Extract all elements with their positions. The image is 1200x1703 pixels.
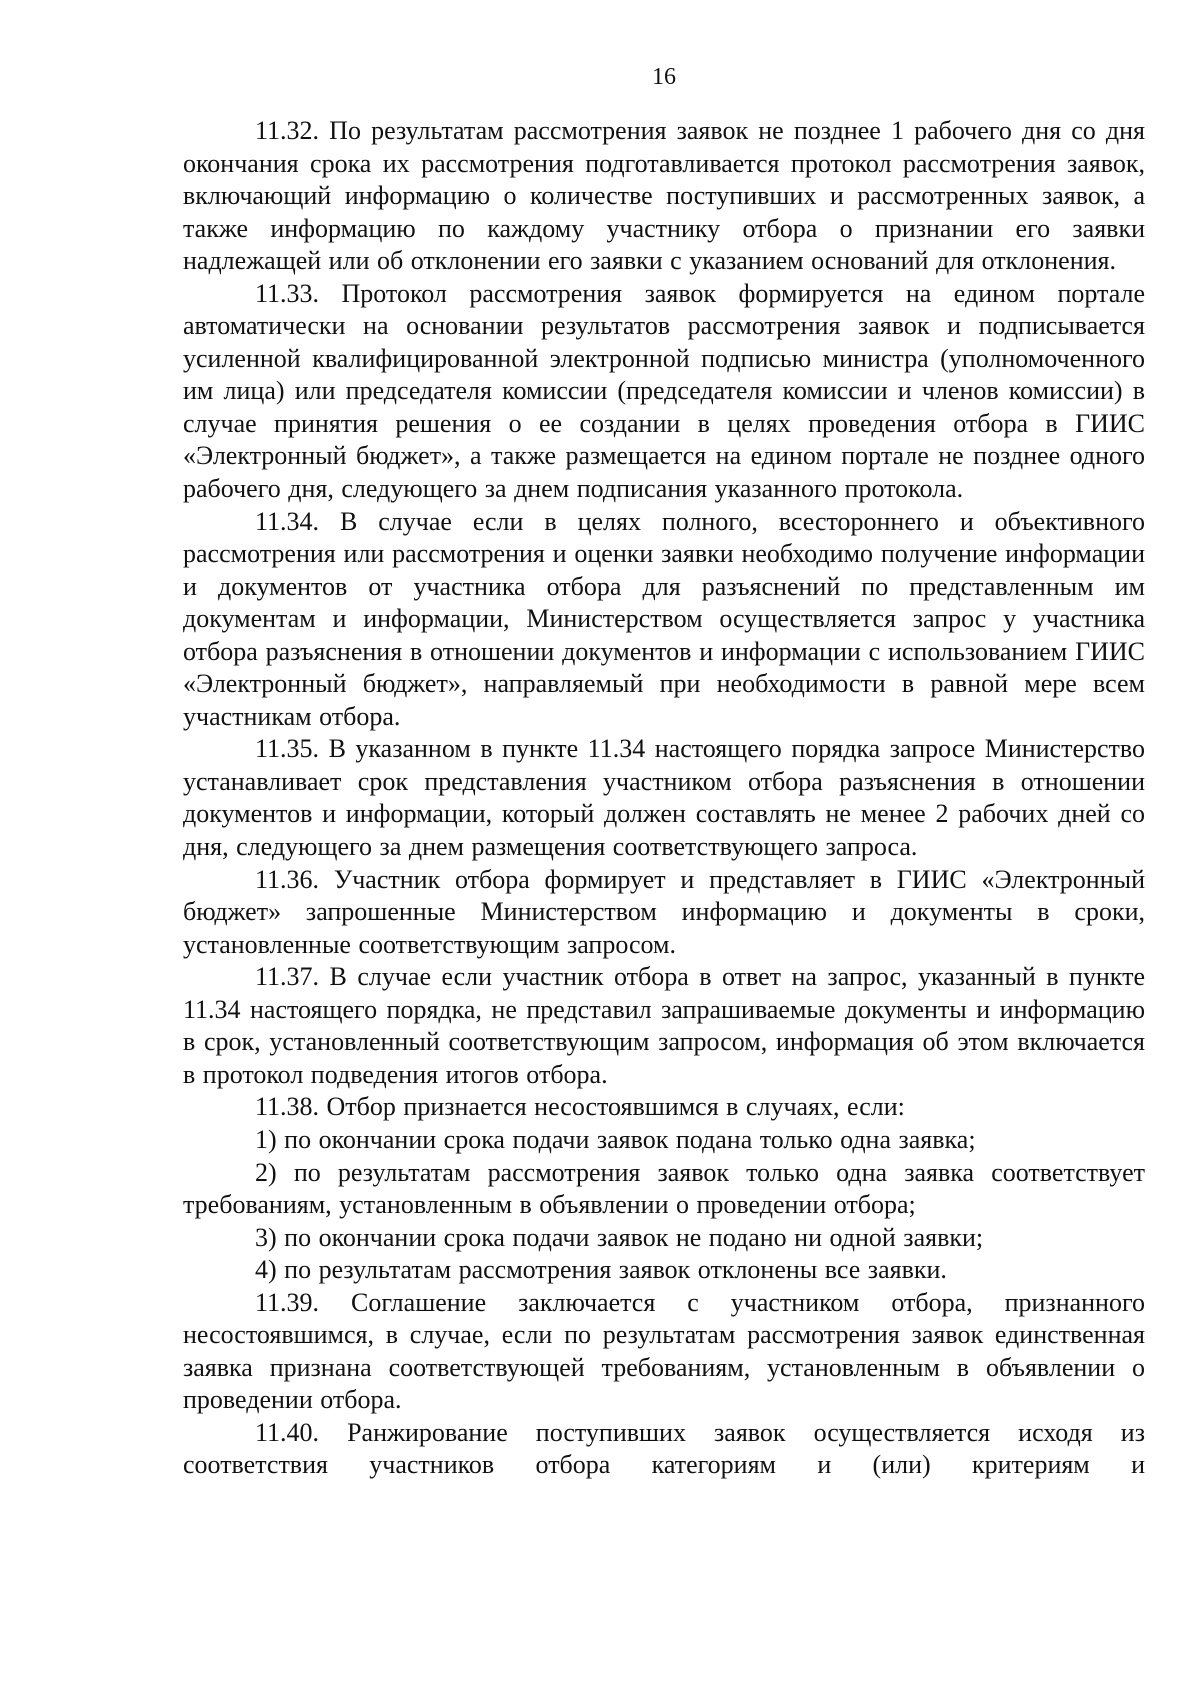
paragraph-11-36: 11.36. Участник отбора формирует и представляет в ГИИС «Электронный бюджет» запрошенные Министерством информацию и документы в сроки, установленные соответствующим запросом. [183,864,1145,959]
document-body [183,115,1145,1482]
paragraph-11-35: 11.35. В указанном в пункте 11.34 настоящего порядка запросе Министерство устанавливает срок представления участником отбора разъяснения в отношении документов и информации, который должен составлять не менее 2 рабочих дней со дня, следующего за днем размещения соответствующего запроса. [183,734,1145,862]
list-item-4: 4) по результатам рассмотрения заявок отклонены все заявки. [255,1255,947,1285]
paragraph-11-38: 11.38. Отбор признается несостоявшимся в случаях, если: [255,1092,905,1122]
paragraph-11-40: 11.40. Ранжирование поступивших заявок осуществляется исходя из соответствия участников отбора категориям и (или) критериям и [183,1417,1145,1480]
list-item-2: 2) по результатам рассмотрения заявок только одна заявка соответствует требованиям, установленным в объявлении о проведении отбора; [183,1157,1145,1220]
list-item-1: 1) по окончании срока подачи заявок подана только одна заявка; [255,1124,976,1154]
page-number: 16 [652,64,676,90]
paragraph-11-33: 11.33. Протокол рассмотрения заявок формируется на едином портале автоматически на основании результатов рассмотрения заявок и подписывается усиленной квалифицированной электронной подписью министра (уполномоченного им лица) или председателя комиссии (председателя комиссии и членов комиссии) в случае принятия решения о ее создании в целях проведения отбора в ГИИС «Электронный бюджет», а также размещается на едином портале не позднее одного рабочего дня, следующего за днем подписания указанного протокола. [183,278,1145,504]
paragraph-11-32: 11.32. По результатам рассмотрения заявок не позднее 1 рабочего дня со дня окончания срока их рассмотрения подготавливается протокол рассмотрения заявок, включающий информацию о количестве поступивших и рассмотренных заявок, а также информацию по каждому участнику отбора о признании его заявки надлежащей или об отклонении его заявки с указанием оснований для отклонения. [183,116,1145,276]
paragraph-11-39: 11.39. Соглашение заключается с участником отбора, признанного несостоявшимся, в случае, если по результатам рассмотрения заявок единственная заявка признана соответствующей требованиям, установленным в объявлении о проведении отбора. [183,1287,1145,1415]
paragraph-11-37: 11.37. В случае если участник отбора в ответ на запрос, указанный в пункте 11.34 настоящего порядка, не представил запрашиваемые документы и информацию в срок, установленный соответствующим запросом, информация об этом включается в протокол подведения итогов отбора. [183,962,1145,1089]
list-item-3: 3) по окончании срока подачи заявок не подано ни одной заявки; [255,1222,984,1252]
paragraph-11-34: 11.34. В случае если в целях полного, всестороннего и объективного рассмотрения или рассмотрения и оценки заявки необходимо получение информации и документов от участника отбора для разъяснений по представленным им документам и информации, Министерством осуществляется запрос у участника отбора разъяснения в отношении документов и информации с использованием ГИИС «Электронный бюджет», направляемый при необходимости в равной мере всем участникам отбора. [183,506,1145,731]
